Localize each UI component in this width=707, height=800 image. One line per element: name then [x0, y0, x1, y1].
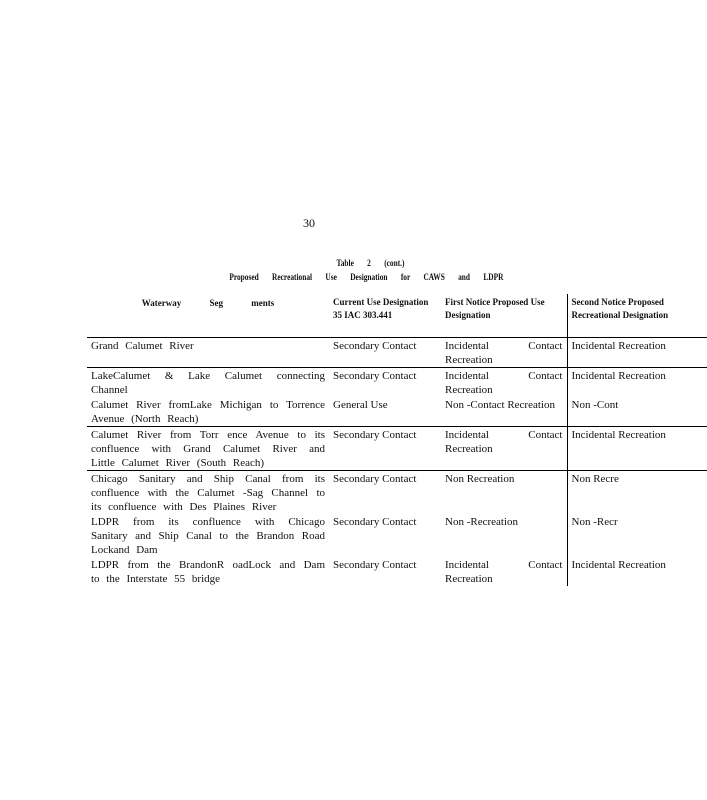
table-row	[87, 368, 707, 398]
table-row	[87, 514, 707, 557]
table-header-row	[87, 294, 707, 338]
row-second-notice: Incidental Recreation	[567, 427, 707, 471]
row-segment: Chicago Sanitary and Ship Canal from its confluence with the Calumet -Sag Channel to its confluence with Des Plaines River	[87, 471, 329, 515]
row-second-notice: Non Recre	[567, 471, 707, 515]
header-first-notice: First Notice Proposed Use Designation	[441, 294, 567, 338]
row-first-notice: Non -Contact Recreation	[445, 399, 555, 411]
row-current-use: Secondary Contact	[329, 471, 441, 515]
row-current-use: Secondary Contact	[333, 516, 417, 528]
row-segment: Calumet River fromLake Michigan to Torrence Avenue (North Reach)	[91, 399, 325, 425]
row-second-notice: Incidental Recreation	[567, 368, 707, 398]
row-first-notice: Incidental Contact Recreation	[441, 427, 567, 471]
row-second-notice: Incidental Recreation	[567, 557, 707, 586]
designation-table	[87, 294, 707, 586]
row-segment: Calumet River from Torr ence Avenue to its confluence with Grand Calumet River and Little Calumet River (South Reach)	[87, 427, 329, 471]
header-current-use: Current Use Designation 35 IAC 303.441	[329, 294, 441, 338]
row-current-use: Secondary Contact	[333, 559, 417, 571]
caption-title: Proposed Recreational Use Designation for CAWS and LDPR	[229, 272, 504, 282]
row-second-notice: Non -Recr	[567, 514, 707, 557]
row-first-notice: Incidental Contact Recreation	[441, 368, 567, 398]
row-first-notice: Incidental Contact Recreation	[445, 340, 563, 366]
table-caption	[56, 256, 563, 284]
caption-table-number: Table 2 (cont.)	[336, 258, 405, 268]
header-second-notice: Second Notice Proposed Recreational Designation	[567, 294, 707, 338]
table-row	[87, 471, 707, 515]
table-row	[87, 397, 707, 427]
table-row	[87, 557, 707, 586]
row-segment: Grand Calumet River	[91, 340, 194, 352]
row-current-use: Secondary Contact	[329, 427, 441, 471]
row-segment: LDPR from its confluence with Chicago Sanitary and Ship Canal to the Brandon Road Lockand Dam	[91, 516, 325, 556]
row-segment: LDPR from the BrandonR oadLock and Dam to the Interstate 55 bridge	[91, 559, 325, 585]
row-current-use: Secondary Contact	[333, 340, 417, 352]
row-second-notice: Incidental Recreation	[567, 338, 707, 368]
page-number: 30	[303, 216, 315, 230]
row-first-notice: Non -Recreation	[445, 516, 518, 528]
table-row	[87, 427, 707, 471]
row-segment: LakeCalumet & Lake Calumet connecting Channel	[87, 368, 329, 398]
row-current-use: Secondary Contact	[329, 368, 441, 398]
row-current-use: General Use	[333, 399, 388, 411]
row-second-notice: Non -Cont	[567, 397, 707, 427]
row-first-notice: Incidental Contact Recreation	[445, 559, 563, 585]
table-row	[87, 338, 707, 368]
header-waterway-segments: Waterway Seg ments	[87, 294, 329, 338]
row-first-notice: Non Recreation	[441, 471, 567, 515]
